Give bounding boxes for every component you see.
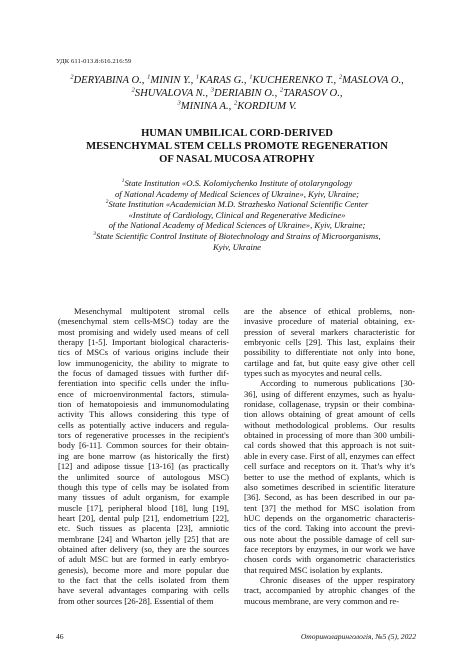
body-text-line: Mesenchymal multipotent stromal cells — [74, 306, 229, 316]
body-text-line: tics of the cord. Taking into account the previ- — [244, 523, 415, 534]
body-text-line: tics of MSCs of various origins include their — [58, 347, 229, 358]
body-text-line: [12] and adipose tissue [13-16] (as practically — [58, 461, 229, 472]
body-column-left — [58, 306, 229, 606]
affiliation-list — [30, 178, 444, 252]
author-name: DERYABINA O., — [73, 75, 148, 86]
body-text-line: etc. Such tissues as placenta [23], amniotic — [58, 523, 229, 534]
body-text-line: tent [37] the method for MSC isolation from — [244, 502, 415, 513]
body-text-line: chosen cords with organometric characteristics — [244, 554, 415, 565]
body-text-line: face receptors by enzymes, in our work we have — [244, 543, 415, 554]
author-superscript: 1 — [249, 73, 253, 81]
author-superscript: 2 — [131, 86, 135, 94]
affiliation-line: Kyiv, Ukraine — [212, 241, 262, 252]
body-text-line: tors of regenerative processes in the recipient's — [58, 430, 229, 441]
body-text-line: pression of several markers characteristic for — [244, 326, 415, 337]
body-text-line: body [6-11]. Common sources for their obtain- — [58, 440, 229, 451]
body-text-line: tract, accompanied by atrophic changes of the — [244, 585, 415, 596]
author-name: MININ Y., — [150, 75, 196, 86]
body-text-line: from other sources [26-28]. Essential of them — [58, 595, 214, 606]
title-line: MESENCHYMAL STEM CELLS PROMOTE REGENERATION — [86, 140, 388, 152]
body-text-line: ous note about the possible damage of cell sur- — [244, 533, 415, 544]
body-text-line: most promising and widely used means of cell — [58, 326, 229, 337]
author-name: KORDIUM V. — [237, 101, 297, 113]
affiliation-line: «Institute of Cardiology, Clinical and Regenerative Medicine» — [128, 209, 346, 220]
author-name: TARASOV O., — [283, 88, 343, 100]
body-text-line: mucous membrane, are very common and re- — [244, 595, 399, 606]
body-text-line: tion allows obtaining of great amount of cells — [244, 409, 415, 420]
title-line: HUMAN UMBILICAL CORD-DERIVED — [141, 128, 333, 139]
body-text-line: of adult MSC but are formed in early embryo- — [58, 554, 229, 565]
author-name: MASLOVA O., — [342, 75, 404, 86]
affiliation-superscript: 2 — [105, 199, 109, 206]
author-name: DERIABIN O., — [213, 88, 280, 100]
body-text-line: invasive procedure of material obtaining, ex- — [244, 316, 415, 327]
udk-code: УДК 611-013.8:616.216:59 — [56, 58, 132, 65]
body-text-line: genesis), become more and more popular due — [58, 564, 229, 575]
body-text-line: ronidase, collagenase, trypsin or their combina- — [244, 399, 415, 410]
body-text-line: many tissues of adult organism, for example — [58, 492, 229, 503]
body-text-line: are the absence of ethical problems, non- — [244, 306, 415, 316]
affiliation-line: $^3$State Scientific Control Institute of Biotechnology and Strains of Microorganisms, — [93, 230, 381, 241]
author-list — [40, 74, 434, 114]
body-text-line: ferentiation into specific cells under the influ- — [58, 378, 229, 389]
body-text-line: though this type of cells may be isolated from — [58, 481, 229, 492]
author-superscript: 1 — [147, 73, 151, 81]
body-text-line: [36]. Second, as has been described in our pa- — [244, 492, 415, 503]
body-column-right — [244, 306, 415, 606]
body-text-line: obtained after delivery (so, they are the sources — [58, 543, 229, 554]
body-text-line: low immunogenicity, the ability to migrate to — [58, 357, 229, 368]
author-line — [40, 100, 434, 113]
affiliation-line: of National Academy of Medical Sciences of Ukraine», Kyiv, Ukraine; — [114, 188, 360, 199]
body-text-line: tion of hematopoiesis and immunomodulating — [58, 399, 229, 410]
page-number: 46 — [56, 632, 64, 641]
journal-footer: Оториноларингологія, №5 (5), 2022 — [300, 632, 416, 641]
body-text-line: also sometimes described in scientific literature — [244, 481, 415, 492]
body-text-line: cell surface and receptors on it. That’s why it’s — [244, 461, 415, 472]
body-text-line: that required MSC isolation by explants. — [244, 564, 383, 575]
body-text-line: 36], using of different enzymes, such as hyalu- — [244, 388, 415, 399]
body-text-line: types such as myocytes and neural cells. — [244, 368, 382, 379]
author-superscript: 2 — [338, 73, 343, 81]
affiliation-superscript: 1 — [121, 178, 125, 185]
body-text-line: Chronic diseases of the upper respiratory — [260, 574, 415, 585]
body-text-line: ing are bone marrow (as historically the first) — [58, 450, 229, 461]
author-line — [40, 87, 434, 100]
affiliation-line: $^2$State Institution «Academician M.D. Strazhesko National Scientific Center — [105, 199, 369, 210]
author-line — [40, 74, 434, 87]
author-superscript: 3 — [210, 86, 214, 94]
author-superscript: 2 — [233, 99, 238, 107]
author-superscript: 1 — [195, 73, 200, 81]
body-text-line: to the fact that the cells isolated from them — [58, 574, 229, 585]
author-superscript: 2 — [279, 86, 284, 94]
author-superscript: 3 — [177, 99, 181, 107]
body-text-line: the focus of damaged tissues with further dif- — [58, 368, 229, 379]
body-text-line: heart [20], dental pulp [21], endometrium [22], — [58, 512, 229, 523]
title-line: OF NASAL MUCOSA ATROPHY — [159, 153, 315, 165]
author-superscript: 2 — [70, 73, 74, 81]
body-text-line: According to numerous publications [30- — [260, 378, 415, 389]
body-text-line: ence of microenvironmental factors, stimula- — [58, 388, 229, 399]
body-text-line: embryonic cells [29]. This last, explains their — [244, 337, 415, 348]
body-text-line: obtained in processing of more than 300 umbili- — [244, 430, 415, 441]
author-name: SHUVALOVA N., — [134, 88, 211, 100]
body-text-line: cal cords showed that this approach is not suit- — [244, 440, 415, 451]
body-text-line: better to use the method of explants, which is — [244, 471, 415, 482]
affiliation-line: of the National Academy of Medical Sciences of Ukraine», Kyiv, Ukraine; — [108, 220, 366, 231]
body-text-line: membrane [24] and Wharton jelly [25] that are — [58, 533, 229, 544]
body-text-line: cells as potentially active inducers and regula- — [58, 419, 229, 430]
author-name: MININA A., — [180, 101, 234, 113]
body-text-line: cartilage and fat, but quite easy give other cell — [244, 357, 415, 368]
paper-title — [40, 128, 434, 166]
body-text-line: possibility to differentiate not only into bone, — [244, 347, 415, 358]
body-text-line: therapy [1-5]. Important biological characteris- — [58, 337, 229, 348]
affiliation-superscript: 3 — [93, 231, 96, 238]
body-text-line: (mesenchymal stem cells-MSC) today are the — [58, 316, 229, 327]
body-text-line: muscle [17], peripheral blood [18], lung [19], — [58, 502, 229, 513]
body-text-line: activity This allows considering this type of — [58, 409, 229, 420]
body-text-line: the unlimited source of autologous MSC) — [58, 471, 229, 482]
body-text-line: hUC depends on the organometric characteris- — [244, 512, 415, 523]
body-text-line: able in every case. First of all, enzymes can effect — [244, 450, 415, 461]
body-text-line: without methodological problems. Our results — [244, 419, 415, 430]
body-text-line: have several advantages comparing with cells — [58, 585, 229, 596]
author-name: KUCHERENKO T., — [252, 75, 339, 86]
author-name: KARAS G., — [199, 75, 250, 86]
affiliation-line: $^1$State Institution «O.S. Kolomiychenko Institute of otolaryngology — [121, 178, 353, 188]
